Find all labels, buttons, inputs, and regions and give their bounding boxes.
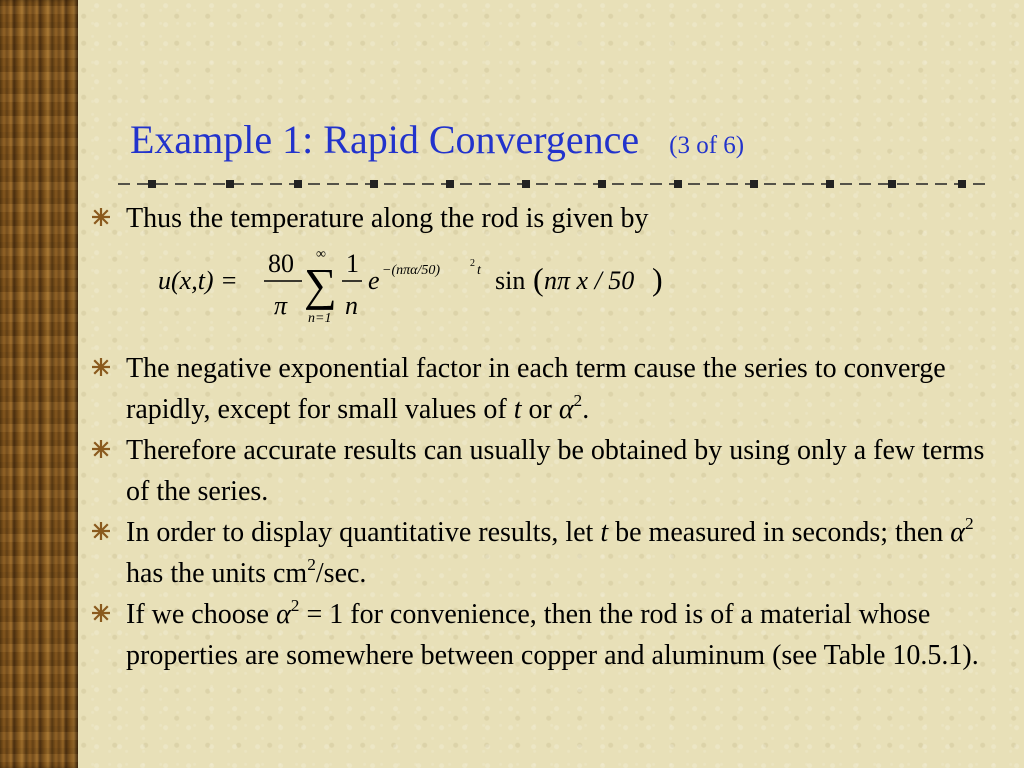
bullet-item bbox=[92, 348, 992, 430]
title-text: Example 1: Rapid Convergence bbox=[130, 117, 640, 162]
formula-sin: sin bbox=[495, 266, 526, 295]
bullet-text: In order to display quantitative results, let t be measured in seconds; then $\alpha^2$ has the units $cm^2/\sec$. bbox=[126, 513, 974, 589]
formula-coef-numerator: 80 bbox=[268, 249, 294, 278]
formula-exp-base: e bbox=[368, 266, 380, 295]
title-page-count: (3 of 6) bbox=[669, 132, 745, 159]
bullet-star-icon bbox=[92, 522, 110, 540]
wood-border bbox=[0, 0, 78, 768]
formula-sum-symbol: ∑ bbox=[304, 259, 337, 310]
title-divider bbox=[118, 176, 992, 192]
bullet-item bbox=[92, 430, 992, 512]
formula-left-paren: ( bbox=[533, 261, 544, 297]
formula-term-denominator: n bbox=[345, 291, 358, 320]
formula-sin-arg: nπ x / 50 bbox=[544, 266, 635, 295]
bullet-star-icon bbox=[92, 358, 110, 376]
formula-exponent-t: t bbox=[477, 263, 481, 278]
formula-sum-lower: n=1 bbox=[308, 311, 332, 324]
formula-coef-denominator: π bbox=[274, 291, 288, 320]
bullet-text: If we choose $\alpha^2 = 1$ for convenience, then the rod is of a material whose properties are somewhere between copper and aluminum (see Table 10.5.1). bbox=[126, 595, 979, 671]
bullet-text: The negative exponential factor in each term cause the series to converge rapidly, except for small values of t or $\alpha^2$. bbox=[126, 353, 946, 425]
bullet-item bbox=[92, 594, 992, 676]
bullet-star-icon bbox=[92, 604, 110, 622]
bullet-text: Thus the temperature along the rod is given by bbox=[126, 203, 649, 234]
bullet-item bbox=[92, 512, 992, 594]
temperature-formula bbox=[158, 244, 678, 324]
formula-exponent-power: 2 bbox=[470, 258, 475, 269]
bullet-star-icon bbox=[92, 208, 110, 226]
bullet-star-icon bbox=[92, 440, 110, 458]
formula-lhs: u(x,t) = bbox=[158, 266, 238, 295]
formula-term-numerator: 1 bbox=[346, 249, 359, 278]
formula-exponent: −(nπα/50) bbox=[382, 263, 441, 278]
slide-title bbox=[130, 116, 744, 163]
formula-sum-upper: ∞ bbox=[316, 247, 326, 262]
formula-right-paren: ) bbox=[652, 261, 663, 297]
bullet-text: Therefore accurate results can usually be obtained by using only a few terms of the series. bbox=[126, 435, 985, 507]
